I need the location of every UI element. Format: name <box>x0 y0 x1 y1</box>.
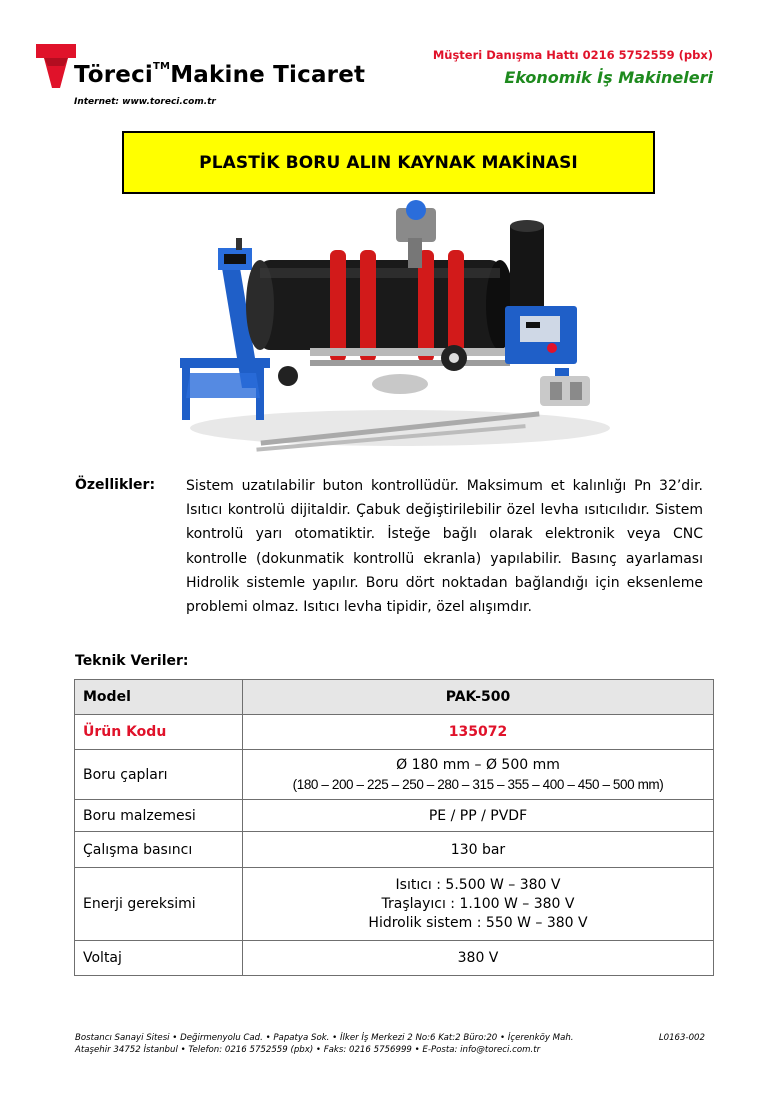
working-pressure-key: Çalışma basıncı <box>75 832 243 868</box>
model-key: Model <box>75 680 243 715</box>
footer-line-2: Ataşehir 34752 İstanbul • Telefon: 0216 5752559 (pbx) • Faks: 0216 5756999 • E-Posta: info@toreci.com.tr <box>75 1045 541 1055</box>
table-row-model <box>75 680 714 715</box>
energy-requirement-key: Enerji gereksimi <box>75 868 243 941</box>
features-label: Özellikler: <box>75 477 156 493</box>
hydraulic-power: Hidrolik sistem : 550 W – 380 V <box>368 914 588 931</box>
toreci-logo-icon <box>36 44 76 88</box>
brand-name: Töreci <box>74 62 153 88</box>
company-name <box>74 62 365 88</box>
model-value: PAK-500 <box>243 680 714 715</box>
pipe-diameters-value <box>243 750 714 800</box>
trimmer-power: Traşlayıcı : 1.100 W – 380 V <box>381 895 575 912</box>
working-pressure-value: 130 bar <box>243 832 714 868</box>
pipe-material-value: PE / PP / PVDF <box>243 800 714 832</box>
product-code-value: 135072 <box>243 715 714 750</box>
technical-data-label: Teknik Veriler: <box>75 653 189 669</box>
energy-requirement-value <box>243 868 714 941</box>
voltage-value: 380 V <box>243 941 714 976</box>
footer-address <box>75 1032 705 1056</box>
table-row-voltage <box>75 941 714 976</box>
trademark: TM <box>153 61 171 73</box>
table-row-working-pressure <box>75 832 714 868</box>
pipe-material-key: Boru malzemesi <box>75 800 243 832</box>
heater-power: Isıtıcı : 5.500 W – 380 V <box>395 876 561 893</box>
pipe-diameters-key: Boru çapları <box>75 750 243 800</box>
tagline: Ekonomik İş Makineleri <box>504 68 713 87</box>
technical-data-table <box>74 679 714 976</box>
features-text: Sistem uzatılabilir buton kontrollüdür. Maksimum et kalınlığı Pn 32’dir. Isıtıcı kontrolü dijitaldir. Çabuk değiştirilebilir özel levha ısıtıcılıdır. Sistem kontrolü yarı otomatiktir. İsteğe bağlı olarak elektronik veya CNC kontrolle (dokunmatik kontrollü ekranla) yapılabilir. Basınç ayarlaması Hidrolik sistemle yapılır. Boru dört noktadan bağlandığı için eksenleme problemi olmaz. Isıtıcı levha tipidir, özel alışımdır. <box>186 478 703 616</box>
table-row-energy-requirement <box>75 868 714 941</box>
footer-line-1: Bostancı Sanayi Sitesi • Değirmenyolu Cad. • Papatya Sok. • İlker İş Merkezi 2 No:6 Kat:2 Büro:20 • İçerenköy Mah. <box>75 1033 574 1043</box>
machine-photo <box>160 198 620 460</box>
table-row-pipe-material <box>75 800 714 832</box>
document-code: L0163-002 <box>658 1033 705 1043</box>
diameter-list: (180 – 200 – 225 – 250 – 280 – 315 – 355 – 400 – 450 – 500 mm) <box>292 776 664 792</box>
product-code-key: Ürün Kodu <box>75 715 243 750</box>
customer-hotline: Müşteri Danışma Hattı 0216 5752559 (pbx) <box>432 48 713 62</box>
brand-rest: Makine Ticaret <box>170 62 366 88</box>
voltage-key: Voltaj <box>75 941 243 976</box>
document-title: PLASTİK BORU ALIN KAYNAK MAKİNASI <box>199 152 578 173</box>
table-row-pipe-diameters <box>75 750 714 800</box>
diameter-range: Ø 180 mm – Ø 500 mm <box>396 756 560 773</box>
table-row-product-code <box>75 715 714 750</box>
website-line: Internet: www.toreci.com.tr <box>74 97 216 107</box>
title-box <box>122 131 655 194</box>
